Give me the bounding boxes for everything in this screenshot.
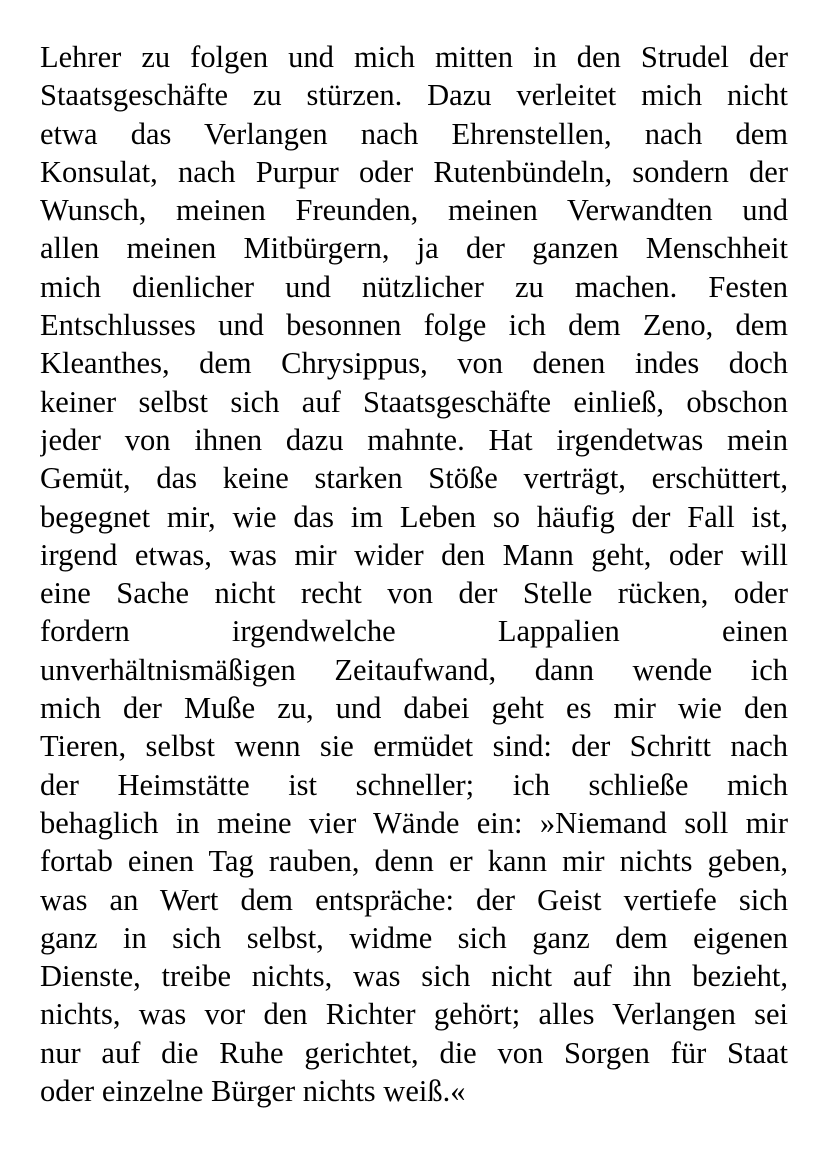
text-line: oder einzelne Bürger nichts weiß.«: [40, 1074, 466, 1109]
text-line: Staatsgeschäfte zu stürzen. Dazu verleitet mich nicht: [40, 78, 788, 113]
text-line: behaglich in meine vier Wände ein: »Niemand soll mir: [40, 805, 788, 840]
text-line: Konsulat, nach Purpur oder Rutenbündeln, sondern der: [40, 154, 788, 189]
text-line: fortab einen Tag rauben, denn er kann mir nichts geben,: [40, 844, 788, 879]
text-line: Gemüt, das keine starken Stöße verträgt, erschüttert,: [40, 461, 788, 496]
text-line: Dienste, treibe nichts, was sich nicht auf ihn bezieht,: [40, 959, 788, 994]
text-line: nichts, was vor den Richter gehört; alles Verlangen sei: [40, 997, 788, 1032]
text-line: eine Sache nicht recht von der Stelle rücken, oder: [40, 576, 788, 611]
text-line: irgend etwas, was mir wider den Mann geht, oder will: [40, 537, 788, 572]
text-line: fordern irgendwelche Lappalien einen: [40, 614, 788, 649]
text-line: etwa das Verlangen nach Ehrenstellen, nach dem: [40, 116, 788, 151]
text-line: begegnet mir, wie das im Leben so häufig der Fall ist,: [40, 499, 788, 534]
text-line: ganz in sich selbst, widme sich ganz dem eigenen: [40, 920, 788, 955]
text-line: jeder von ihnen dazu mahnte. Hat irgendetwas mein: [40, 422, 788, 457]
document-page: [40, 38, 788, 1110]
text-line: mich dienlicher und nützlicher zu machen. Festen: [40, 269, 788, 304]
text-line: nur auf die Ruhe gerichtet, die von Sorgen für Staat: [40, 1035, 788, 1070]
text-line: Entschlusses und besonnen folge ich dem Zeno, dem: [40, 308, 788, 343]
text-line: was an Wert dem entspräche: der Geist vertiefe sich: [40, 882, 788, 917]
body-paragraph: [40, 38, 788, 1110]
text-line: Kleanthes, dem Chrysippus, von denen indes doch: [40, 346, 788, 381]
text-line: keiner selbst sich auf Staatsgeschäfte einließ, obschon: [40, 384, 788, 419]
text-line: Lehrer zu folgen und mich mitten in den Strudel der: [40, 40, 788, 74]
text-line: unverhältnismäßigen Zeitaufwand, dann wende ich: [40, 652, 788, 687]
text-line: Tieren, selbst wenn sie ermüdet sind: der Schritt nach: [40, 729, 788, 764]
text-line: der Heimstätte ist schneller; ich schließe mich: [40, 767, 788, 802]
text-line: mich der Muße zu, und dabei geht es mir wie den: [40, 691, 788, 726]
text-line: allen meinen Mitbürgern, ja der ganzen Menschheit: [40, 231, 788, 266]
text-line: Wunsch, meinen Freunden, meinen Verwandten und: [40, 193, 788, 228]
